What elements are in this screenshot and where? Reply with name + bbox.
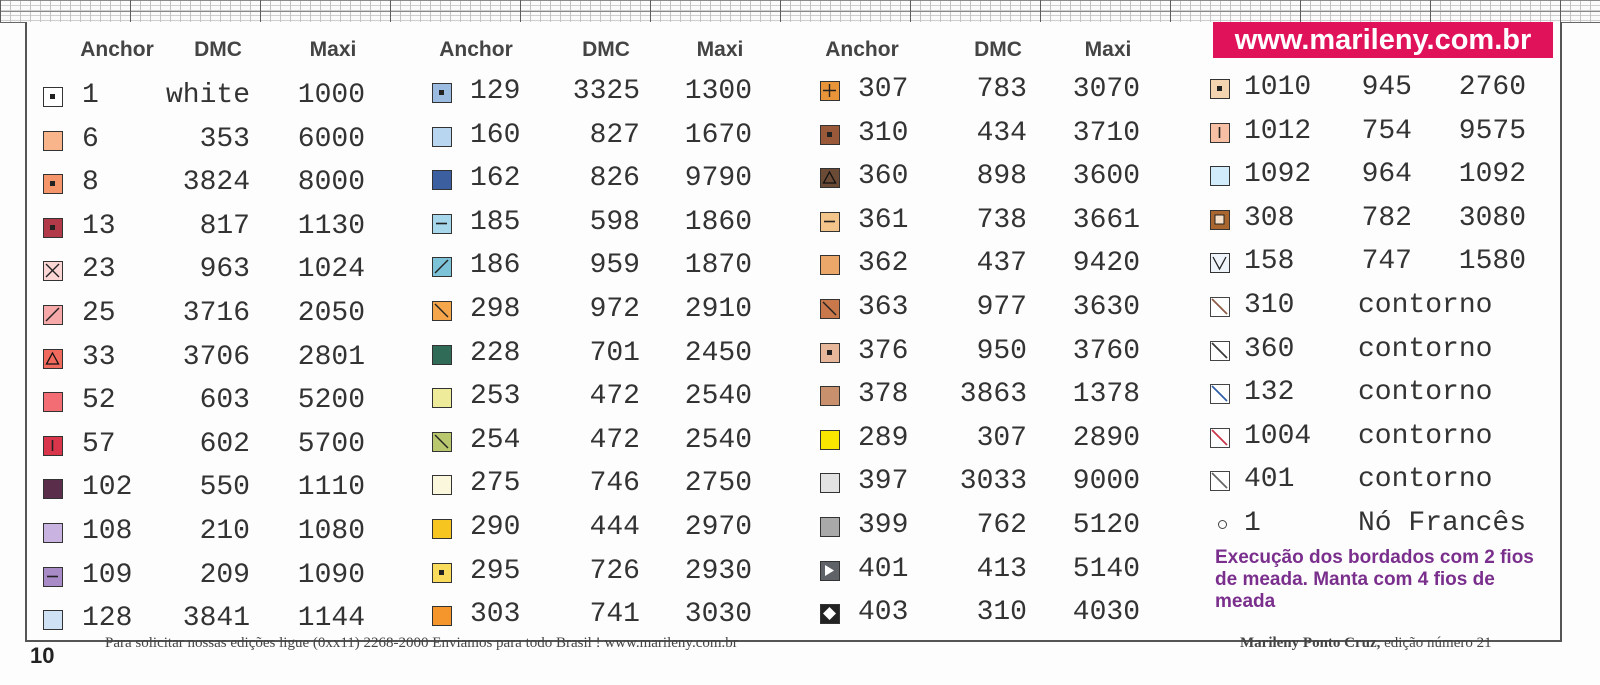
dmc-number: 307 [976, 422, 1027, 454]
header-dmc: DMC [582, 38, 630, 61]
header-anchor: Anchor [80, 38, 154, 61]
anchor-number: 13 [82, 210, 116, 242]
maxi-number: 2760 [1458, 72, 1526, 103]
anchor-number: 399 [858, 510, 909, 541]
maxi-number: 3070 [1072, 74, 1140, 105]
dmc-number: 3325 [572, 76, 640, 107]
dmc-number: 783 [976, 74, 1027, 105]
contorno-label: contorno [1358, 333, 1493, 365]
dmc-number: 817 [199, 210, 250, 242]
dmc-number: 353 [199, 123, 250, 155]
anchor-number: 160 [470, 119, 521, 151]
dmc-number: 762 [976, 510, 1027, 541]
footer-brand: Marileny Ponto Cruz, [1240, 635, 1381, 651]
color-swatch-icon [432, 388, 452, 408]
dmc-number: 472 [589, 381, 640, 413]
maxi-number: 5700 [297, 428, 365, 460]
color-swatch-icon [820, 604, 840, 624]
maxi-number: 3600 [1072, 161, 1140, 193]
maxi-number: 2801 [297, 341, 365, 373]
maxi-number: 1860 [684, 206, 752, 238]
anchor-number: 158 [1244, 246, 1295, 278]
backstitch-swatch-icon [1210, 384, 1230, 404]
maxi-number: 2540 [684, 424, 752, 456]
anchor-number: 253 [470, 381, 521, 413]
color-swatch-icon [43, 218, 63, 238]
color-swatch-icon [1210, 166, 1230, 186]
dmc-number: 209 [199, 559, 250, 591]
footer-contact: Para solicitar nossas edições ligue (0xx11) 2268-2000 Enviamos para todo Brasil ! www.marileny.com.br [105, 635, 738, 651]
maxi-number: 9420 [1072, 248, 1140, 280]
color-swatch-icon [432, 606, 452, 626]
color-swatch-icon [43, 261, 63, 281]
dmc-number: 434 [976, 117, 1027, 149]
dmc-number: 602 [199, 428, 250, 460]
anchor-number: 57 [82, 428, 116, 460]
dmc-number: 972 [589, 294, 640, 325]
anchor-number: 307 [858, 74, 909, 105]
maxi-number: 1870 [684, 250, 752, 282]
dmc-number: 741 [589, 599, 640, 631]
dmc-number: 826 [589, 163, 640, 195]
color-swatch-icon [432, 214, 452, 234]
anchor-number: 185 [470, 206, 521, 238]
dmc-number: 754 [1361, 115, 1412, 147]
anchor-number: 1004 [1244, 420, 1312, 452]
dmc-number: 3706 [182, 341, 250, 373]
anchor-number: 1092 [1244, 159, 1312, 191]
maxi-number: 1378 [1072, 379, 1140, 411]
maxi-number: 1130 [297, 210, 365, 242]
anchor-number: 186 [470, 250, 521, 282]
anchor-number: 403 [858, 597, 909, 629]
embroidery-note: Execução dos bordados com 2 fios de meada. Manta com 4 fios de meada [1215, 547, 1534, 612]
maxi-number: 2930 [684, 555, 752, 587]
maxi-number: 2750 [684, 468, 752, 500]
page-number: 10 [30, 643, 55, 668]
anchor-number: 108 [82, 516, 133, 547]
dmc-number: 3033 [959, 466, 1027, 498]
dmc-number: 3863 [959, 379, 1027, 411]
anchor-number: 298 [470, 294, 521, 325]
dmc-number: 746 [589, 468, 640, 500]
dmc-number: 550 [199, 472, 250, 504]
maxi-number: 9575 [1458, 115, 1526, 147]
color-swatch-icon [432, 127, 452, 147]
dmc-number: 747 [1361, 246, 1412, 278]
header-dmc: DMC [194, 38, 242, 61]
anchor-number: 6 [82, 123, 99, 155]
color-swatch-icon [43, 174, 63, 194]
maxi-number: 3080 [1458, 202, 1526, 234]
color-swatch-icon [43, 392, 63, 412]
header-maxi: Maxi [1084, 38, 1132, 61]
anchor-number: 376 [858, 335, 909, 367]
maxi-number: 1090 [297, 559, 365, 591]
backstitch-swatch-icon [1210, 297, 1230, 317]
anchor-number: 1012 [1244, 115, 1312, 147]
backstitch-swatch-icon [1210, 428, 1230, 448]
anchor-number: 128 [82, 603, 133, 635]
dmc-number: 472 [589, 424, 640, 456]
dmc-number: 310 [976, 597, 1027, 629]
dmc-number: 950 [976, 335, 1027, 367]
backstitch-swatch-icon [1210, 341, 1230, 361]
anchor-number: 401 [858, 553, 909, 585]
anchor-number: 275 [470, 468, 521, 500]
color-swatch-icon [1210, 123, 1230, 143]
maxi-number: 5200 [297, 385, 365, 417]
anchor-number: 25 [82, 298, 116, 329]
footer-edition [1240, 635, 1492, 652]
maxi-number: 1110 [297, 472, 365, 504]
anchor-number: 363 [858, 292, 909, 323]
anchor-number: 228 [470, 337, 521, 369]
maxi-number: 1580 [1458, 246, 1526, 278]
color-swatch-icon [43, 436, 63, 456]
contorno-label: contorno [1358, 464, 1493, 496]
color-swatch-icon [43, 523, 63, 543]
maxi-number: 6000 [297, 123, 365, 155]
anchor-number: 1010 [1244, 72, 1312, 103]
color-swatch-icon [432, 83, 452, 103]
dmc-number: 959 [589, 250, 640, 282]
color-swatch-icon [1210, 79, 1230, 99]
anchor-number: 310 [858, 117, 909, 149]
maxi-number: 4030 [1072, 597, 1140, 629]
french-knot-label: Nó Francês [1358, 508, 1527, 539]
color-swatch-icon [43, 567, 63, 587]
dmc-number: 3716 [182, 298, 250, 329]
maxi-number: 2450 [684, 337, 752, 369]
maxi-number: 3760 [1072, 335, 1140, 367]
contorno-label: contorno [1358, 420, 1493, 452]
contorno-label: contorno [1358, 377, 1493, 409]
color-swatch-icon [820, 299, 840, 319]
anchor-number: 397 [858, 466, 909, 498]
anchor-number: 378 [858, 379, 909, 411]
header-maxi: Maxi [309, 38, 357, 61]
anchor-number: 23 [82, 254, 116, 286]
dmc-number: 3824 [182, 167, 250, 199]
color-swatch-icon [432, 519, 452, 539]
maxi-number: 1144 [297, 603, 365, 635]
anchor-number: 308 [1244, 202, 1295, 234]
dmc-number: 738 [976, 204, 1027, 236]
dmc-number: 210 [199, 516, 250, 547]
dmc-number: white [165, 80, 250, 111]
color-swatch-icon [820, 81, 840, 101]
cross-stitch-grid-strip [0, 0, 1600, 23]
color-swatch-icon [43, 479, 63, 499]
anchor-number: 362 [858, 248, 909, 280]
maxi-number: 3661 [1072, 204, 1140, 236]
anchor-number: 295 [470, 555, 521, 587]
maxi-number: 5120 [1072, 510, 1140, 541]
maxi-number: 1670 [684, 119, 752, 151]
dmc-number: 782 [1361, 202, 1412, 234]
maxi-number: 2910 [684, 294, 752, 325]
dmc-number: 945 [1361, 72, 1412, 103]
header-maxi: Maxi [696, 38, 744, 61]
anchor-number: 109 [82, 559, 133, 591]
color-swatch-icon [820, 386, 840, 406]
dmc-number: 437 [976, 248, 1027, 280]
color-swatch-icon [820, 561, 840, 581]
anchor-number: 360 [858, 161, 909, 193]
backstitch-swatch-icon [1210, 471, 1230, 491]
maxi-number: 1080 [297, 516, 365, 547]
dmc-number: 603 [199, 385, 250, 417]
color-swatch-icon [820, 430, 840, 450]
color-swatch-icon [432, 563, 452, 583]
color-swatch-icon [432, 432, 452, 452]
color-swatch-icon [820, 125, 840, 145]
header-anchor: Anchor [439, 38, 513, 61]
footer-edition-number: edição número 21 [1380, 635, 1492, 651]
color-swatch-icon [820, 343, 840, 363]
maxi-number: 2540 [684, 381, 752, 413]
french-knot-circle-icon [1218, 520, 1227, 529]
contorno-label: contorno [1358, 290, 1493, 321]
dmc-number: 3841 [182, 603, 250, 635]
maxi-number: 1092 [1458, 159, 1526, 191]
anchor-number: 52 [82, 385, 116, 417]
dmc-number: 598 [589, 206, 640, 238]
maxi-number: 3630 [1072, 292, 1140, 323]
color-swatch-icon [1210, 253, 1230, 273]
dmc-number: 413 [976, 553, 1027, 585]
maxi-number: 2050 [297, 298, 365, 329]
dmc-number: 963 [199, 254, 250, 286]
website-banner[interactable]: www.marileny.com.br [1213, 22, 1553, 58]
header-dmc: DMC [974, 38, 1022, 61]
color-swatch-icon [43, 349, 63, 369]
color-swatch-icon [820, 255, 840, 275]
anchor-number: 162 [470, 163, 521, 195]
color-swatch-icon [43, 305, 63, 325]
maxi-number: 3030 [684, 599, 752, 631]
anchor-number: 303 [470, 599, 521, 631]
header-anchor: Anchor [825, 38, 899, 61]
anchor-number: 8 [82, 167, 99, 199]
dmc-number: 726 [589, 555, 640, 587]
color-swatch-icon [432, 170, 452, 190]
color-swatch-icon [43, 87, 63, 107]
anchor-number: 1 [82, 80, 99, 111]
maxi-number: 3710 [1072, 117, 1140, 149]
color-swatch-icon [432, 301, 452, 321]
anchor-number: 254 [470, 424, 521, 456]
maxi-number: 9000 [1072, 466, 1140, 498]
french-knot-anchor: 1 [1244, 508, 1261, 539]
color-swatch-icon [1210, 210, 1230, 230]
maxi-number: 2970 [684, 512, 752, 543]
maxi-number: 1000 [297, 80, 365, 111]
dmc-number: 701 [589, 337, 640, 369]
anchor-number: 132 [1244, 377, 1295, 409]
color-swatch-icon [820, 473, 840, 493]
color-swatch-icon [820, 168, 840, 188]
anchor-number: 401 [1244, 464, 1295, 496]
anchor-number: 129 [470, 76, 521, 107]
dmc-number: 898 [976, 161, 1027, 193]
color-swatch-icon [820, 212, 840, 232]
anchor-number: 361 [858, 204, 909, 236]
dmc-number: 827 [589, 119, 640, 151]
maxi-number: 8000 [297, 167, 365, 199]
color-swatch-icon [43, 131, 63, 151]
anchor-number: 33 [82, 341, 116, 373]
maxi-number: 5140 [1072, 553, 1140, 585]
color-swatch-icon [432, 345, 452, 365]
color-swatch-icon [820, 517, 840, 537]
maxi-number: 2890 [1072, 422, 1140, 454]
color-swatch-icon [432, 257, 452, 277]
color-swatch-icon [432, 475, 452, 495]
anchor-number: 102 [82, 472, 133, 504]
color-swatch-icon [43, 610, 63, 630]
maxi-number: 1300 [684, 76, 752, 107]
dmc-number: 444 [589, 512, 640, 543]
anchor-number: 290 [470, 512, 521, 543]
maxi-number: 9790 [684, 163, 752, 195]
dmc-number: 964 [1361, 159, 1412, 191]
anchor-number: 310 [1244, 290, 1295, 321]
anchor-number: 360 [1244, 333, 1295, 365]
anchor-number: 289 [858, 422, 909, 454]
dmc-number: 977 [976, 292, 1027, 323]
maxi-number: 1024 [297, 254, 365, 286]
